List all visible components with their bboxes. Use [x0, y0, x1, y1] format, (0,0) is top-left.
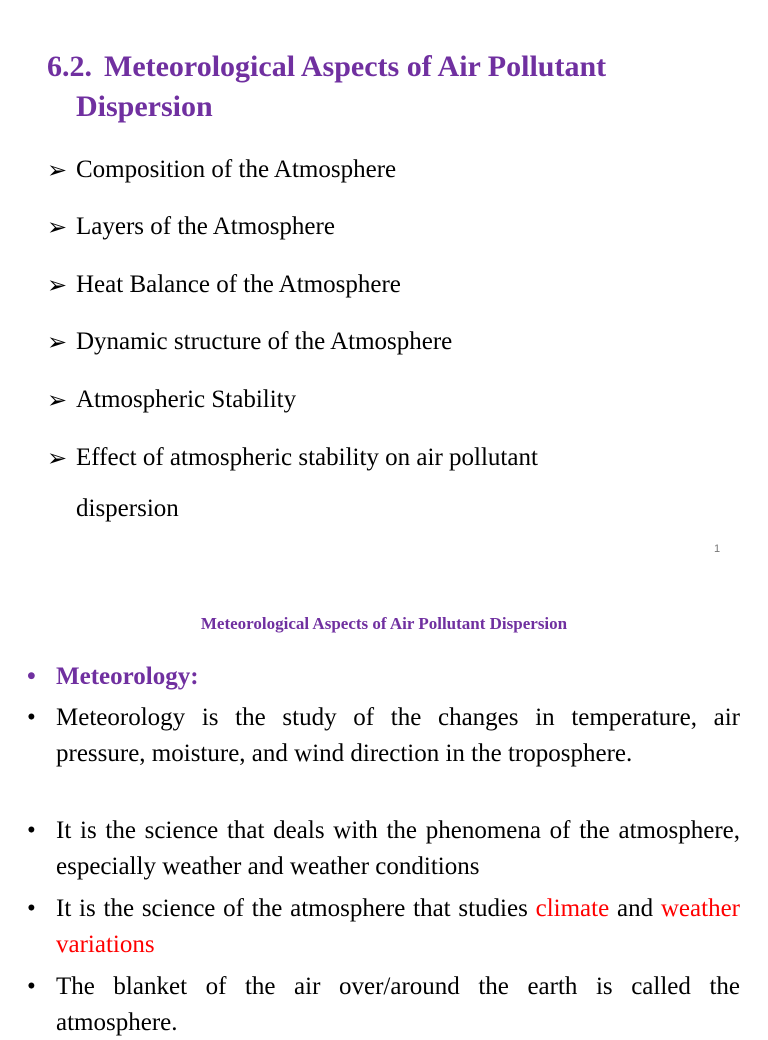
slide-2	[0, 578, 768, 1036]
bullet-dot: •	[27, 973, 36, 1000]
slide-title-line-1: Meteorological Aspects of Air Pollutant	[104, 50, 607, 83]
arrow-bullet-icon: ➢	[47, 444, 68, 472]
topic-text-continuation: dispersion	[76, 495, 179, 522]
page-number: 1	[714, 543, 721, 555]
bullet-heading	[27, 659, 740, 695]
topic-text: Dynamic structure of the Atmosphere	[76, 328, 453, 355]
slide-title-line-2: Dispersion	[76, 90, 213, 123]
bullet-text-with-highlights	[56, 891, 740, 962]
topic-text: Effect of atmospheric stability on air pollutant	[76, 444, 538, 471]
arrow-bullet-icon: ➢	[47, 386, 68, 414]
arrow-bullet-icon: ➢	[47, 328, 68, 356]
slide-title-number: 6.2.	[47, 50, 92, 83]
bullet-dot: •	[27, 704, 36, 731]
bullet-item	[27, 700, 740, 771]
topic-text: Composition of the Atmosphere	[76, 156, 397, 183]
bullet-item	[27, 969, 740, 1040]
bullet-text-and: and	[616, 895, 654, 922]
bullet-dot: •	[27, 895, 36, 922]
bullet-item	[27, 891, 740, 962]
meteorology-heading: Meteorology:	[56, 663, 199, 690]
bullet-dot: •	[27, 817, 36, 844]
topic-text: Heat Balance of the Atmosphere	[76, 271, 401, 298]
bullet-dot: •	[27, 663, 36, 690]
bullet-text: The blanket of the air over/around the earth is called the atmosphere.	[56, 973, 740, 1036]
arrow-bullet-icon: ➢	[47, 156, 68, 184]
bullet-item	[27, 813, 740, 884]
topic-text: Layers of the Atmosphere	[76, 213, 335, 240]
bullet-text: Meteorology is the study of the changes in temperature, air pressure, moisture, and wind direction in the troposphere.	[56, 704, 740, 767]
topic-text: Atmospheric Stability	[76, 386, 297, 413]
bullet-text: It is the science that deals with the phenomena of the atmosphere, especially weather and weather conditions	[56, 817, 740, 880]
climate-highlight: climate	[535, 895, 610, 922]
weather-variations-highlight: weather variations	[56, 895, 740, 958]
slide-2-title: Meteorological Aspects of Air Pollutant Dispersion	[200, 614, 568, 633]
arrow-bullet-icon: ➢	[47, 271, 68, 299]
bullet-text-start: It is the science of the atmosphere that studies	[56, 895, 528, 922]
arrow-bullet-icon: ➢	[47, 213, 68, 241]
